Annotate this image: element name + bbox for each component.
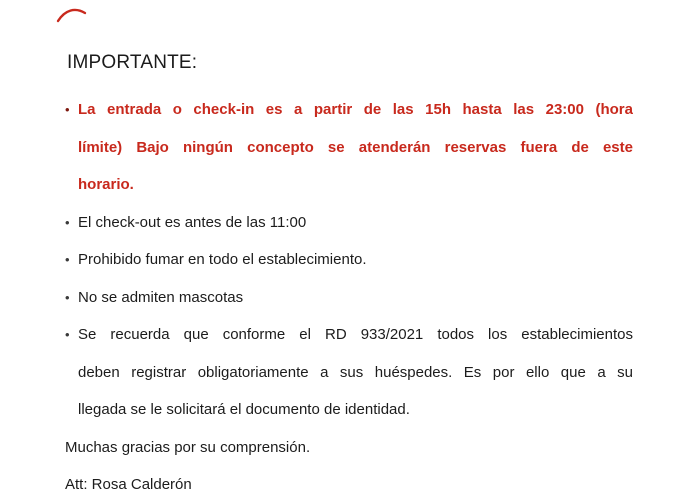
bullet-item-checkout [65,204,633,242]
closing-text: Muchas gracias por su comprensión. [65,438,311,456]
bullet-marker: • [65,252,70,267]
text-line: llegada se le solicitará el documento de identidad. [78,401,410,418]
text-line: límite) Bajo ningún concepto se atenderán reservas fuera de este [78,138,633,156]
bullet-marker: • [65,327,70,342]
text-line: El check-out es antes de las 11:00 [78,213,307,231]
bullet-marker: • [65,214,70,230]
text-line: No se admiten mascotas [78,288,244,306]
bullet-item-no-pets [65,279,633,317]
text-line: deben registrar obligatoriamente a sus huéspedes. Es por ello que a su [78,363,633,381]
text-line: Prohibido fumar en todo el establecimiento. [78,251,367,268]
text-line: Se recuerda que conforme el RD 933/2021 todos los establecimientos [78,326,633,343]
notice-heading: IMPORTANTE: [67,52,198,73]
text-line: horario. [78,176,134,193]
bullet-item-checkin [65,91,633,204]
text-line: La entrada o check-in es a partir de las 15h hasta las 23:00 (hora [78,101,633,118]
bullet-item-registration [65,316,633,429]
bullet-marker: • [65,289,70,305]
signature-text: Att: Rosa Calderón [65,476,192,493]
bullet-marker: • [65,102,70,117]
bullet-item-no-smoking [65,241,633,279]
